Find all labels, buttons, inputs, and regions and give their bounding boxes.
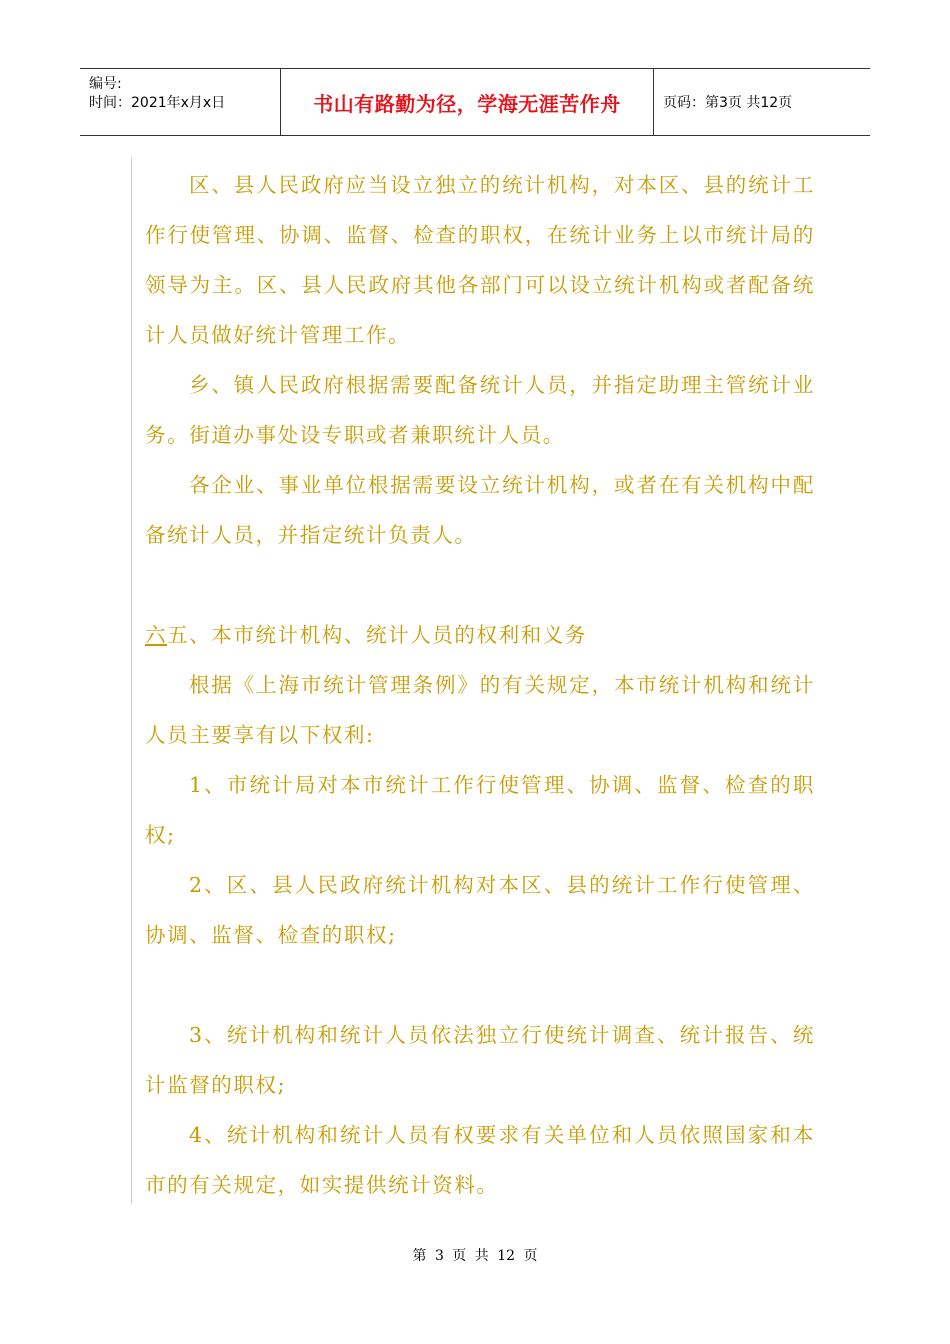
blank-line [145, 560, 815, 610]
blank-line [145, 960, 815, 1010]
margin-rule [131, 157, 132, 1204]
paragraph-township-staff: 乡、镇人民政府根据需要配备统计人员，并指定助理主管统计业务。街道办事处设专职或者兼职统计人员。 [145, 373, 815, 447]
header-meta-cell [80, 69, 281, 135]
page-footer: 第 3 页 共 12 页 [412, 1248, 538, 1264]
section-title: 五、本市统计机构、统计人员的权利和义务 [167, 623, 588, 647]
paragraph-enterprise-units: 各企业、事业单位根据需要设立统计机构，或者在有关机构中配备统计人员，并指定统计负责人。 [145, 473, 815, 547]
document-body [145, 160, 815, 1210]
serial-number-label: 编号: [89, 76, 122, 92]
list-item-3: 3、统计机构和统计人员依法独立行使统计调查、统计报告、统计监督的职权; [145, 1023, 815, 1097]
header-motto: 书山有路勤为径，学海无涯苦作舟 [281, 69, 654, 135]
paragraph-district-agencies: 区、县人民政府应当设立独立的统计机构，对本区、县的统计工作行使管理、协调、监督、检查的职权，在统计业务上以市统计局的领导为主。区、县人民政府其他各部门可以设立统计机构或者配备统计人员做好统计管理工作。 [145, 173, 815, 347]
document-header [80, 68, 870, 136]
paragraph-rights-intro: 根据《上海市统计管理条例》的有关规定，本市统计机构和统计人员主要享有以下权利: [145, 673, 815, 747]
list-item-1: 1、市统计局对本市统计工作行使管理、协调、监督、检查的职权; [145, 773, 815, 847]
section-number: 六 [145, 623, 168, 647]
header-page-info: 页码：第3页 共12页 [663, 95, 793, 111]
section-heading [145, 610, 815, 660]
date-label: 时间：2021年x月x日 [89, 95, 226, 111]
list-item-4: 4、统计机构和统计人员有权要求有关单位和人员依照国家和本市的有关规定，如实提供统计资料。 [145, 1123, 815, 1197]
list-item-2: 2、区、县人民政府统计机构对本区、县的统计工作行使管理、协调、监督、检查的职权; [145, 873, 815, 947]
